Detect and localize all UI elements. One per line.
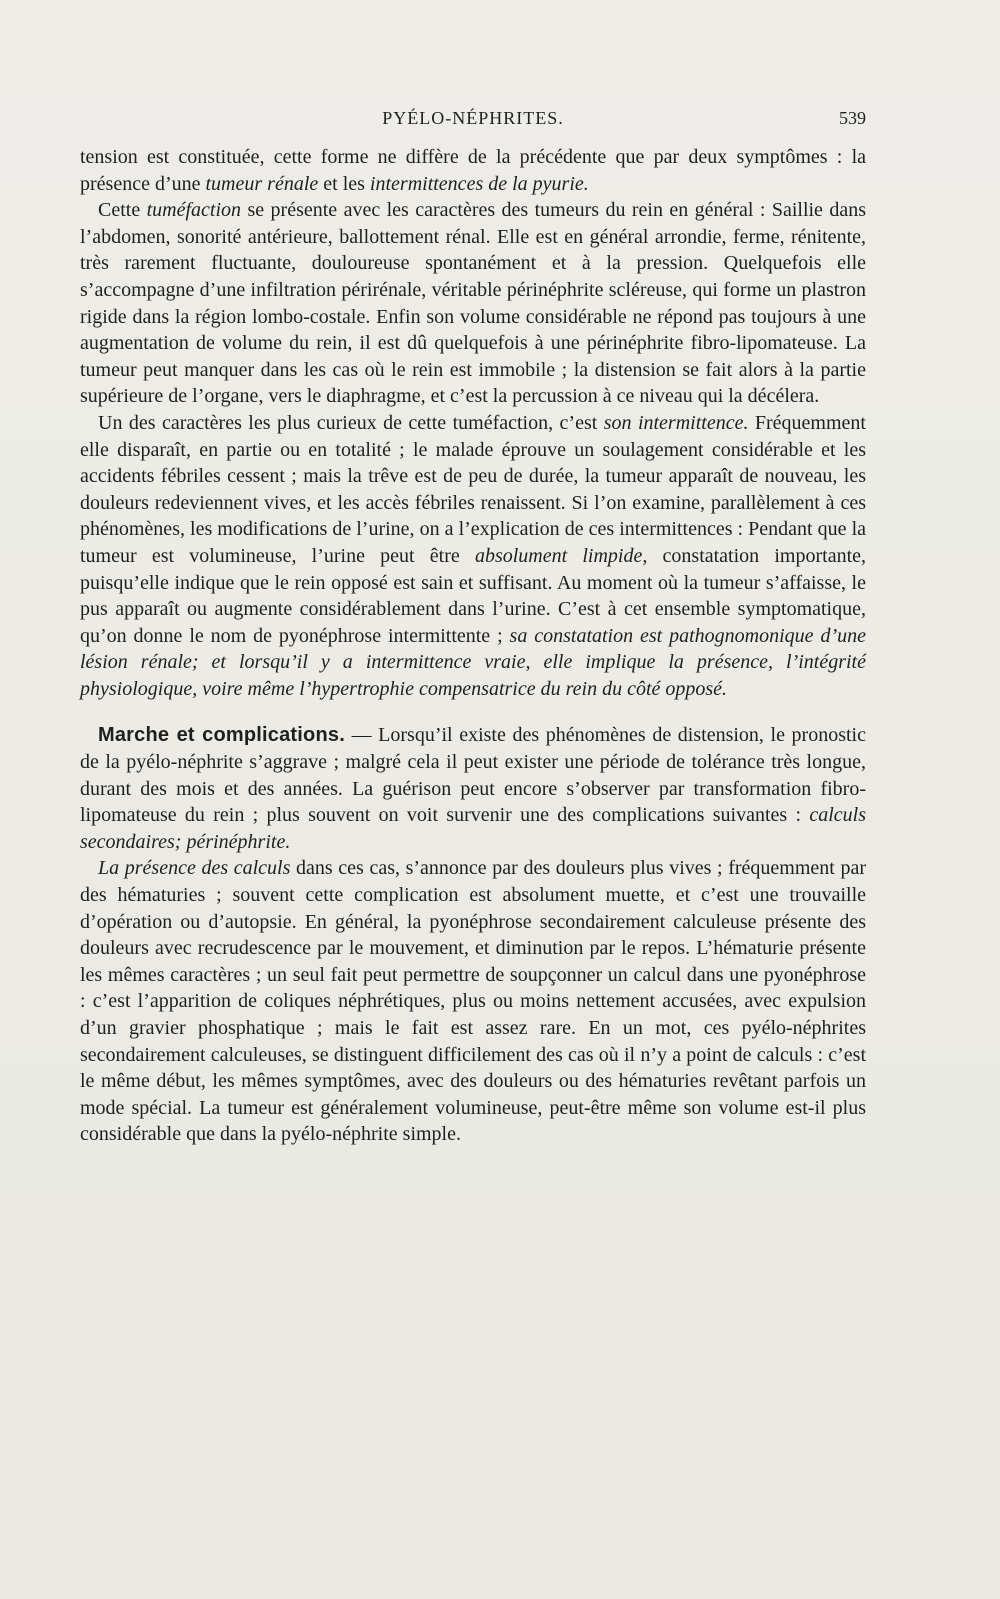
paragraph-2: [80, 197, 866, 410]
italic-run: tumeur rénale: [205, 172, 319, 195]
text-run: tension est constituée, cette forme ne diffère de la précédente que par deux symptômes : la présence d’une: [80, 146, 866, 195]
text-run: Un des caractères les plus curieux de cette tuméfaction, c’est: [98, 411, 604, 434]
text-run: — Lorsqu’il existe des phénomènes de distension, le pronostic de la pyélo-néphrite s’aggrave ; malgré cela il peut exister une période de tolérance très longue, durant des mois et des années. La guérison peut encore s’observer par transformation fibro-lipomateuse du rein ; plus souvent on voit survenir une des complications suivantes :: [80, 724, 866, 827]
italic-run: tuméfaction: [146, 199, 242, 222]
italic-run: La présence des calculs: [98, 857, 291, 880]
italic-run: absolument limpide,: [474, 544, 648, 567]
italic-run: sa constatation est pathognomonique d’une lésion rénale; et lorsqu’il y a intermittence vraie, elle implique la présence, l’intégrité physiologique, voire même l’hypertrophie compensatrice du rein du côté opposé.: [80, 624, 866, 700]
italic-run: intermittences de la pyurie.: [369, 172, 589, 195]
text-run: se présente avec les caractères des tumeurs du rein en général : Saillie dans l’abdomen, sonorité antérieure, ballottement rénal. Elle est en général arrondie, ferme, rénitente, très rarement fluctuante, douloureuse spontanément et à la pression. Quelquefois elle s’accompagne d’une infiltration périrénale, véritable périnéphrite scléreuse, qui forme un plastron rigide dans la région lombo-costale. Enfin son volume considérable ne répond pas toujours à une augmentation de volume du rein, il est dû quelquefois à une périnéphrite fibro-lipomateuse. La tumeur peut manquer dans les cas où le rein est immobile ; la distension se fait alors à la partie supérieure de l’organe, vers le diaphragme, et c’est la percussion à ce niveau qui la décélera.: [80, 199, 866, 408]
italic-run: son intermittence.: [603, 411, 749, 434]
text-run: Cette: [98, 199, 147, 222]
paragraph-4: [80, 722, 866, 855]
text-run: Fréquemment elle disparaît, en partie ou en totalité ; le malade éprouve un soulagement considérable et les accidents fébriles cessent ; mais la trêve est de peu de durée, la tumeur apparaît de nouveau, les douleurs redeviennent vives, et les accès fébriles renaissent. Si l’on examine, parallèlement à ces phénomènes, les modifications de l’urine, on a l’explication de ces intermittences : Pendant que la tumeur est volumineuse, l’urine peut être: [80, 411, 866, 567]
text-run: constatation importante, puisqu’elle indique que le rein opposé est sain et suffisant. Au moment où la tumeur s’affaisse, le pus apparaît ou augmente considérablement dans l’urine. C’est à cet ensemble symptomatique, qu’on donne le nom de pyonéphrose intermittente ;: [80, 544, 867, 647]
running-title: PYÉLO-NÉPHRITES.: [382, 108, 564, 128]
page-number: 539: [839, 108, 866, 128]
italic-run: calculs secondaires; périnéphrite.: [80, 804, 866, 853]
paragraph-5: [80, 855, 866, 1148]
body-text: [80, 144, 866, 1148]
paragraph-1: [80, 144, 866, 197]
section-heading: Marche et complications.: [98, 724, 345, 747]
page-header: [80, 108, 866, 138]
paragraph-3: [80, 410, 866, 703]
text-run: et les: [318, 172, 370, 195]
text-run: dans ces cas, s’annonce par des douleurs plus vives ; fréquemment par des hématuries ; souvent cette complication est absolument muette, et c’est une trouvaille d’opération ou d’autopsie. En général, la pyonéphrose secondairement calculeuse présente des douleurs avec recrudescence par le mouvement, et diminution par le repos. L’hématurie présente les mêmes caractères ; un seul fait peut permettre de soupçonner un calcul dans une pyonéphrose : c’est l’apparition de coliques néphrétiques, plus ou moins nettement accusées, avec expulsion d’un gravier phosphatique ; mais le fait est assez rare. En un mot, ces pyélo-néphrites secondairement calculeuses, se distinguent difficilement des cas où il n’y a point de calculs : c’est le même début, les mêmes symptômes, avec des douleurs ou des hématuries revêtant parfois un mode spécial. La tumeur est généralement volumineuse, peut-être même son volume est-il plus considérable que dans la pyélo-néphrite simple.: [80, 857, 866, 1146]
